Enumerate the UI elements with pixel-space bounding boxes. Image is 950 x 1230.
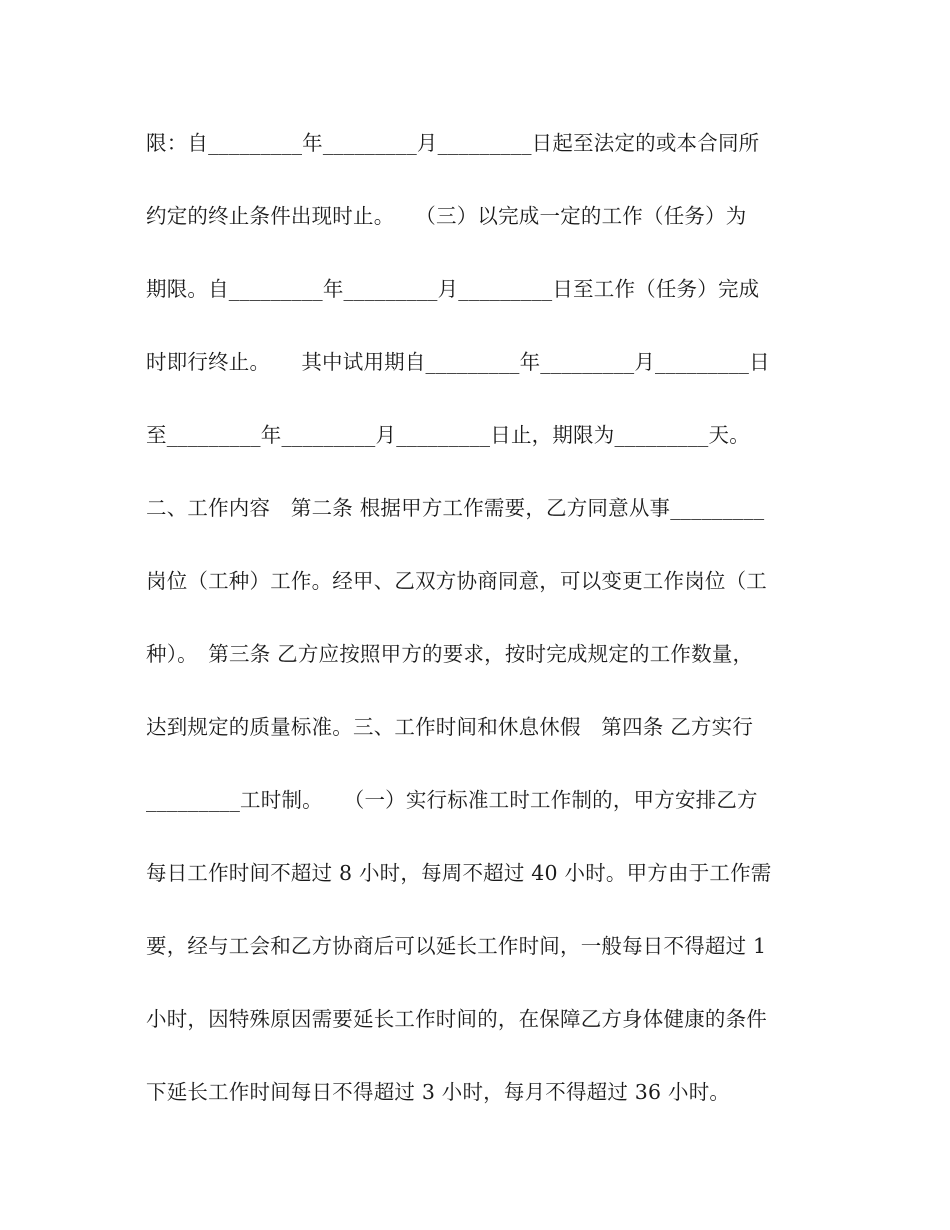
- text-line: 达到规定的质量标准。三、工作时间和休息休假 第四条 乙方实行: [146, 715, 754, 739]
- text-line: 二、工作内容 第二条 根据甲方工作需要，乙方同意从事_________: [146, 496, 765, 520]
- text-line: _________工时制。 （一）实行标准工时工作制的，甲方安排乙方: [146, 788, 758, 812]
- text-line: 约定的终止条件出现时止。 （三）以完成一定的工作（任务）为: [146, 204, 747, 228]
- text-line: 期限。自_________年_________月_________日至工作（任务）完成: [146, 277, 760, 301]
- text-line: 要，经与工会和乙方协商后可以延长工作时间，一般每日不得超过 1: [146, 934, 767, 958]
- text-line: 岗位（工种）工作。经甲、乙双方协商同意，可以变更工作岗位（工: [146, 569, 767, 593]
- text-line: 每日工作时间不超过 8 小时，每周不超过 40 小时。甲方由于工作需: [146, 861, 772, 885]
- text-line: 时即行终止。 其中试用期自_________年_________月_________日: [146, 350, 770, 374]
- text-line: 下延长工作时间每日不得超过 3 小时，每月不得超过 36 小时。: [146, 1080, 731, 1104]
- text-line: 小时，因特殊原因需要延长工作时间的，在保障乙方身体健康的条件: [146, 1007, 767, 1031]
- text-line: 限：自_________年_________月_________日起至法定的或本合同所: [146, 131, 760, 155]
- text-line: 至_________年_________月_________日止，期限为_________天。: [146, 423, 750, 447]
- text-line: 种）。 第三条 乙方应按照甲方的要求，按时完成规定的工作数量，: [146, 642, 754, 666]
